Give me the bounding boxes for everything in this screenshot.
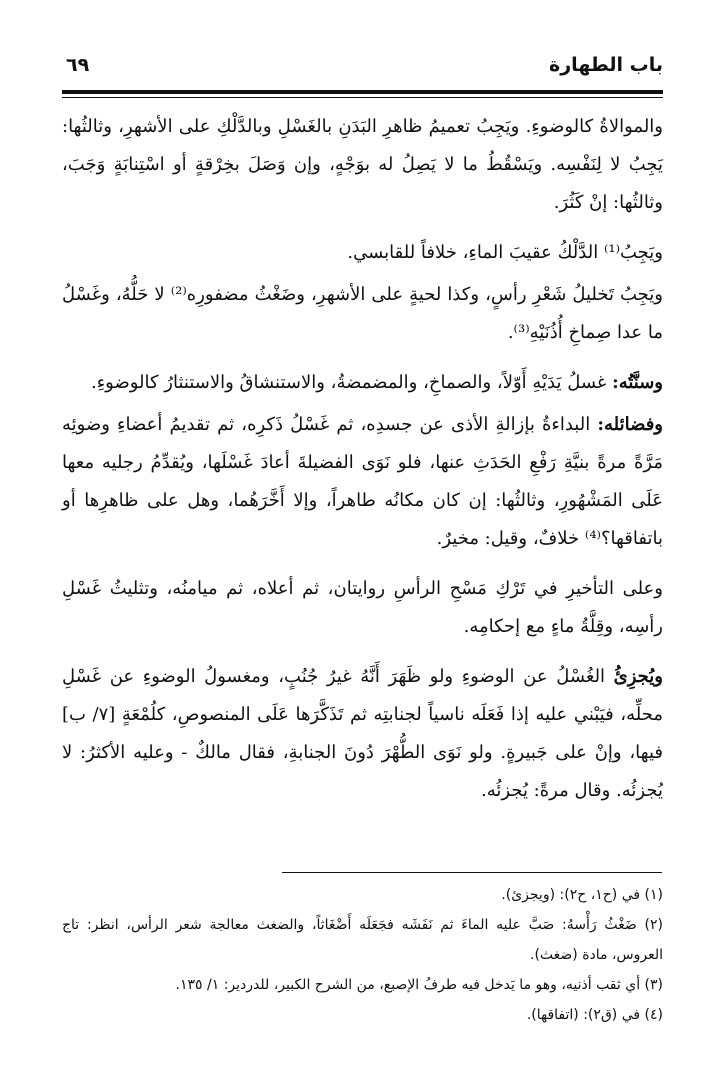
running-title: باب الطهارة [549,54,663,76]
paragraph-5-lead: وفضائله: [597,414,663,435]
paragraph-7-lead: ويُجزِئُ [613,666,663,687]
footnote-2: (٢) ضَغْثُ رَأْسهُ: صَبَّ عليه الماءَ ثم نَفَشَه فجَعَلَه أَضْغَاثاً، والضغث معالجة شعر الرأس، انظر: تاج العروس، مادة (ضغث). [62,917,663,963]
footnotes [62,880,663,1030]
footnote-4: (٤) في (ق٢): (اتفاقها). [526,1007,663,1023]
header-rule-thin [62,97,663,98]
paragraph-5-text: البداءةُ بإزالةِ الأذى عن جسدِه، ثم غَسْلُ ذَكرِه، ثم تقديمُ أعضاءِ وضوئِه مَرَّةً مرةً بنيَّةِ رَفْعِ الحَدَثِ عنها، فلو نَوَى الفضيلةَ أعادَ غَسْلَها، ويُقدِّمُ رجليه معها عَلَى المَشْهُورِ، وثالثُها: إن كان مكانُه طاهراً، وإلا أَخَّرَهُما، وهل على ظاهرِها أو باتفاقها؟⁽⁴⁾ خلافٌ، وقيل: مخيرٌ. [62,414,663,549]
paragraph-2: ويَجِبُ⁽¹⁾ الدَّلْكُ عقيبَ الماءِ، خلافاً للقابسي. [347,242,663,263]
main-text [62,108,663,822]
paragraph-4-text: غسلُ يَدَيْهِ أَوّلاً، والصماخِ، والمضمضةُ، والاستنشاقُ والاستنثارُ كالوضوءِ. [90,372,613,393]
footnote-3: (٣) أي ثقب أذنيه، وهو ما يَدخل فيه طرفُ الإصبع، من الشرح الكبير، للدردير: ١/ ١٣٥. [175,977,663,993]
page-header [62,48,663,94]
paragraph-1: والموالاةُ كالوضوءِ. ويَجِبُ تعميمُ ظاهرِ البَدَنِ بالغَسْلِ وبالدَّلْكِ على الأشهرِ، وثالثُها: يَجِبُ لا لِنَفْسِه. ويَسْقُطُ ما لا يَصِلُ له بوَجْهٍ، وإن وَصَلَ بخِرْقةٍ أو اسْتِنابَةٍ وَجَبَ، وثالثُها: إنْ كَثُرَ. [62,116,663,213]
paragraph-7-text: الغُسْلُ عن الوضوءِ ولو ظَهَرَ أَنَّهُ غيرُ جُنُبٍ، ومغسولُ الوضوءِ عن غَسْلِ محلِّه، فيَبْني عليه إذا فَعَلَه ناسياً لجنابتِه ثم تَذَكَّرَها عَلَى المنصوصِ، كلُمْعَةٍ [٧/ ب] فيها، وإنْ على جَبيرةٍ. ولو نَوَى الطُّهْرَ دُونَ الجنابةِ، فقال مالكٌ - وعليه الأكثرُ: لا يُجزئُه. وقال مرةً: يُجزئُه. [62,666,663,801]
paragraph-7 [62,658,663,810]
paragraph-4-lead: وسنَّتُه: [612,372,663,393]
paragraph-3: ويَجِبُ تَخليلُ شَعْرِ رأسٍ، وكذا لحيةٍ على الأشهرِ، وضَغْثُ مضفورِه⁽²⁾ لا حَلُّهُ، وغَسْلُ ما عدا صِماخِ أُذُنَيْهِ⁽³⁾. [62,284,663,343]
paragraph-5 [62,406,663,558]
paragraph-4 [62,364,663,402]
paragraph-6: وعلى التأخيرِ في تَرْكِ مَسْحِ الرأسِ روايتان، ثم أعلاه، ثم ميامنُه، وتثليثُ غَسْلِ رأسِه، وقِلَّةُ ماءٍ مع إحكامِه. [62,578,663,637]
header-rule-thick [62,90,663,94]
footnote-separator [282,872,662,873]
footnote-1: (١) في (ح١، ح٢): (ويجزئ). [501,887,663,903]
page-number: ٦٩ [66,54,90,76]
